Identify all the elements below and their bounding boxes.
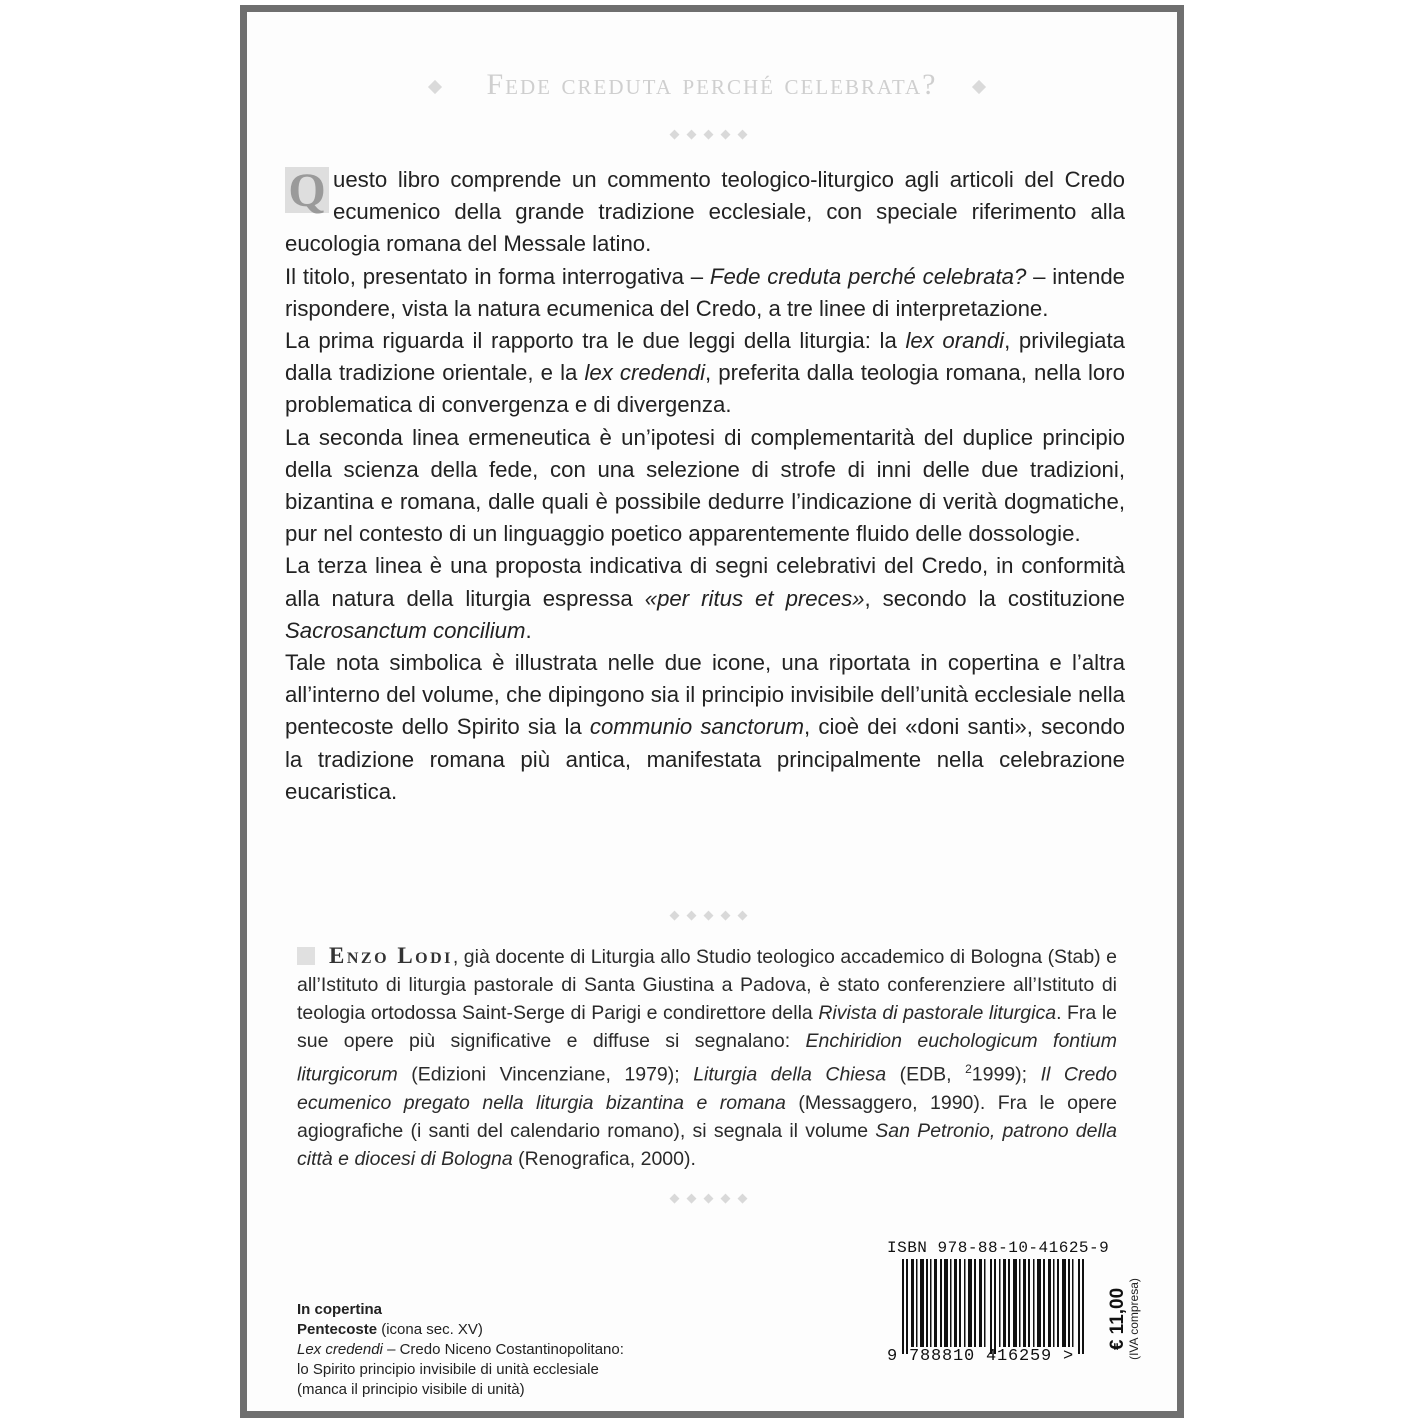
- cover-credit-title: Pentecoste: [297, 1321, 378, 1338]
- author-bio: Enzo Lodi, già docente di Liturgia allo Studio teologico accademico di Bologna (Stab) e all’Istituto di liturgia pastorale di Santa Giustina a Padova, è stato conferenziere all’Istituto di teologia ortodossa Saint-Serge di Parigi e condirettore della Rivista di pastorale liturgica. Fra le sue opere più significative e diffuse si segnalano: Enchiridion euchologicum fontium liturgicorum (Edizioni Vincenziane, 1979); Liturgia della Chiesa (EDB, $^2$1999); Il Credo ecumenico pregato nella liturgia bizantina e romana (Messaggero, 1990). Fra le opere agiografiche (i santi del calendario romano), si segnala il volume San Petronio, patrono della città e diocesi di Bologna (Renografica, 2000).: [297, 943, 1117, 1170]
- paragraph-first-line: La prima riguarda il rapporto tra le due leggi della liturgia: la lex orandi, privilegiata dalla tradizione orientale, e la lex credendi, preferita dalla teologia romana, nella loro problematica di convergenza e di divergenza.: [285, 328, 1125, 418]
- barcode: [902, 1259, 1087, 1354]
- blurb-text: [285, 164, 1125, 808]
- paragraph-symbolic-note: Tale nota simbolica è illustrata nelle due icone, una riportata in copertina e l’altra all’interno del volume, che dipingono sia il principio invisibile dell’unità ecclesiale nella pentecoste dello Spirito sia la communio sanctorum, cioè dei «doni santi», secondo la tradizione romana più antica, manifestata principalmente nella celebrazione eucaristica.: [285, 650, 1126, 804]
- paragraph-second-line: La seconda linea ermeneutica è un’ipotesi di complementarità del duplice principio della scienza della fede, con una selezione di strofe di inni delle due tradizioni, bizantina e romana, dalle quali è possibile dedurre l’indicazione di verità dogmatiche, pur nel contesto di un linguaggio poetico apparentemente fluido delle dossologie.: [285, 424, 1125, 547]
- book-back-cover: [240, 5, 1184, 1418]
- price-value: € 11,00: [1107, 1287, 1128, 1351]
- cover-credit: In copertina Pentecoste (icona sec. XV) Lex credendi – Credo Niceno Costantinopolitano: lo Spirito principio invisibile di unità ecclesiale (manca il principio visibile di unità): [297, 1301, 624, 1398]
- drop-cap: Q: [285, 167, 329, 213]
- ornament-dots: ◆◆◆◆◆: [669, 1190, 755, 1205]
- price-label: [1104, 1259, 1148, 1379]
- ornament-dots: ◆◆◆◆◆: [669, 126, 755, 141]
- paragraph-title: Il titolo, presentato in forma interrogativa – Fede creduta perché celebrata? – intende rispondere, vista la natura ecumenica del Credo, a tre linee di interpretazione.: [285, 263, 1125, 321]
- ornament-dots: ◆◆◆◆◆: [669, 907, 755, 922]
- square-bullet-icon: [297, 947, 315, 965]
- paragraph-intro: Q uesto libro comprende un commento teologico-liturgico agli articoli del Credo ecumenico della grande tradizione ecclesiale, con speciale riferimento alla eucologia romana del Messale latino.: [285, 164, 1125, 257]
- cover-credit-heading: In copertina: [297, 1301, 383, 1318]
- cover-header-title: Fede creduta perché celebrata?: [486, 68, 938, 101]
- isbn-label: ISBN 978-88-10-41625-9: [887, 1239, 1110, 1257]
- price-tax-note: (IVA compresa): [1127, 1278, 1141, 1360]
- author-name: Enzo Lodi: [329, 943, 453, 968]
- barcode-number: 9 788810 416259 >: [887, 1347, 1075, 1366]
- paragraph-third-line: La terza linea è una proposta indicativa di segni celebrativi del Credo, in conformità alla natura della liturgia espressa «per ritus et preces», secondo la costituzione Sacrosanctum concilium.: [285, 553, 1125, 643]
